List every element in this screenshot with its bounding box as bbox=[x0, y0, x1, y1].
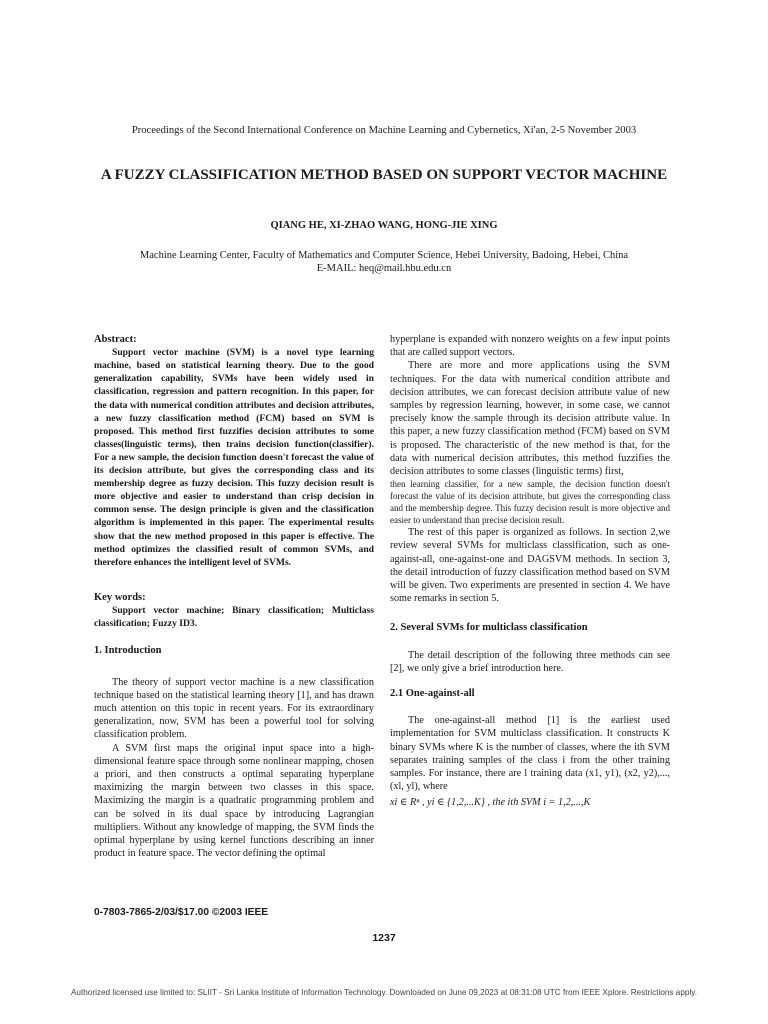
section-2-1-text: The one-against-all method [1] is the earliest used implementation for SVM multiclass classification. It constructs K binary SVMs where K is the number of classes, where the ith SVM separates training samples of the class i from the other training samples. For instance, there are l training data (x1, y1), (x2, y2),..., (xl, yl), where bbox=[390, 715, 670, 793]
paper-title: A FUZZY CLASSIFICATION METHOD BASED ON SUPPORT VECTOR MACHINE bbox=[100, 167, 668, 183]
abstract-text: Support vector machine (SVM) is a novel type learning machine, based on statistical learning theory. Due to the good generalization capability, SVMs have been widely used in classification, regression and pattern recognition. In this paper, for the data with numerical condition attributes and decision attributes, a new fuzzy classification method (FCM) based on SVM is proposed. This method first fuzzifies decision attributes to some classes(linguistic terms), then trains decision function(classifier). For a new sample, the decision function doesn't forecast the value of its decision attribute, but gives the corresponding class and its membership degree as fuzzy decision. This fuzzy decision result is more objective and easier to understand than crisp decision in common sense. The design principle is given and the classification algorithm is implemented in this paper. The experimental results show that the new method proposed in this paper is effective. The method optimizes the classified result of common SVMs, and therefore enhances the intelligent level of SVMs. bbox=[94, 347, 374, 568]
page-number: 1237 bbox=[372, 932, 396, 944]
organization-paragraph: The rest of this paper is organized as follows. In section 2,we review several SVMs for multiclass classification, such as one-against-all, one-against-one and DAGSVM methods. In section 3, the detail introduction of fuzzy classification method based on SVM will be given. Two experiments are presented in section 4. We have some remarks in section 5. bbox=[390, 527, 670, 605]
applications-paragraph: There are more and more applications using the SVM techniques. For the data with numerical condition attribute and decision attributes, we can forecast decision attribute value of new samples by regression learning, however, in some case, we cannot precisely know the sample through its decision attribute value. In this paper, a new fuzzy classification method (FCM) based on SVM is proposed. The characteristic of the new method is that, for the data with numerical decision attributes, this method fuzzifies the decision attributes to some classes (linguistic terms) first, bbox=[390, 360, 670, 478]
hyperplane-continuation: hyperplane is expanded with nonzero weights on a few input points that are called support vectors. bbox=[390, 334, 670, 359]
paper-authors: QIANG HE, XI-ZHAO WANG, HONG-JIE XING bbox=[270, 220, 498, 231]
keywords-text: Support vector machine; Binary classification; Multiclass classification; Fuzzy ID3. bbox=[94, 605, 374, 630]
section-2-text: The detail description of the following three methods can see [2], we only give a brief introduction here. bbox=[390, 649, 670, 674]
left-column bbox=[94, 333, 374, 860]
intro-heading: 1. Introduction bbox=[94, 645, 162, 657]
intro-paragraph-2: A SVM first maps the original input space into a high-dimensional feature space through some nonlinear mapping, chosen a priori, and then constructs a optimal separating hyperplane maximizing the margin between two classes in this space. Maximizing the margin is a quadratic programming problem and can be solved in its dual space by introducing Lagrangian multipliers. Without any knowledge of mapping, the SVM finds the optimal hyperplane by using kernel functions describing an inner product in feature space. The vector defining the optimal bbox=[94, 742, 374, 860]
proceedings-header: Proceedings of the Second International Conference on Machine Learning and Cybernetics, Xi'an, 2-5 November 2003 bbox=[131, 125, 637, 136]
keywords-heading: Key words: bbox=[94, 591, 146, 603]
section-2-heading: 2. Several SVMs for multiclass classification bbox=[390, 622, 588, 634]
affiliation-block bbox=[60, 249, 708, 275]
email: E-MAIL: heq@mail.hbu.edu.cn bbox=[316, 263, 452, 274]
section-2-1-heading: 2.1 One-against-all bbox=[390, 688, 475, 700]
section-2-1-math: xi ∈ Rⁿ , yi ∈ {1,2,...K} , the ith SVM i = 1,2,...,K bbox=[390, 797, 591, 809]
intro-paragraph-1: The theory of support vector machine is a new classification technique based on the statistical learning theory [1], and has drawn much attention on this topic in recent years. For its extraordinary generalization, now, SVM has been a powerful tool for solving classification problem. bbox=[94, 676, 374, 741]
abstract-heading: Abstract: bbox=[94, 334, 137, 345]
applications-paragraph-small: then learning classifier, for a new sample, the decision function doesn't forecast the value of its decision attribute, but gives the corresponding class and the membership degree. This fuzzy decision result is more objective and easier to understand than precise decision result. bbox=[390, 479, 670, 526]
right-column bbox=[390, 333, 670, 810]
affiliation: Machine Learning Center, Faculty of Mathematics and Computer Science, Hebei University, Badoing, Hebei, China bbox=[139, 250, 629, 261]
license-notice: Authorized licensed use limited to: SLIIT - Sri Lanka Institute of Information Technology. Downloaded on June 09,2023 at 08:31:08 UTC from IEEE Xplore. Restrictions apply. bbox=[70, 988, 698, 997]
copyright-notice: 0-7803-7865-2/03/$17.00 ©2003 IEEE bbox=[94, 907, 269, 918]
